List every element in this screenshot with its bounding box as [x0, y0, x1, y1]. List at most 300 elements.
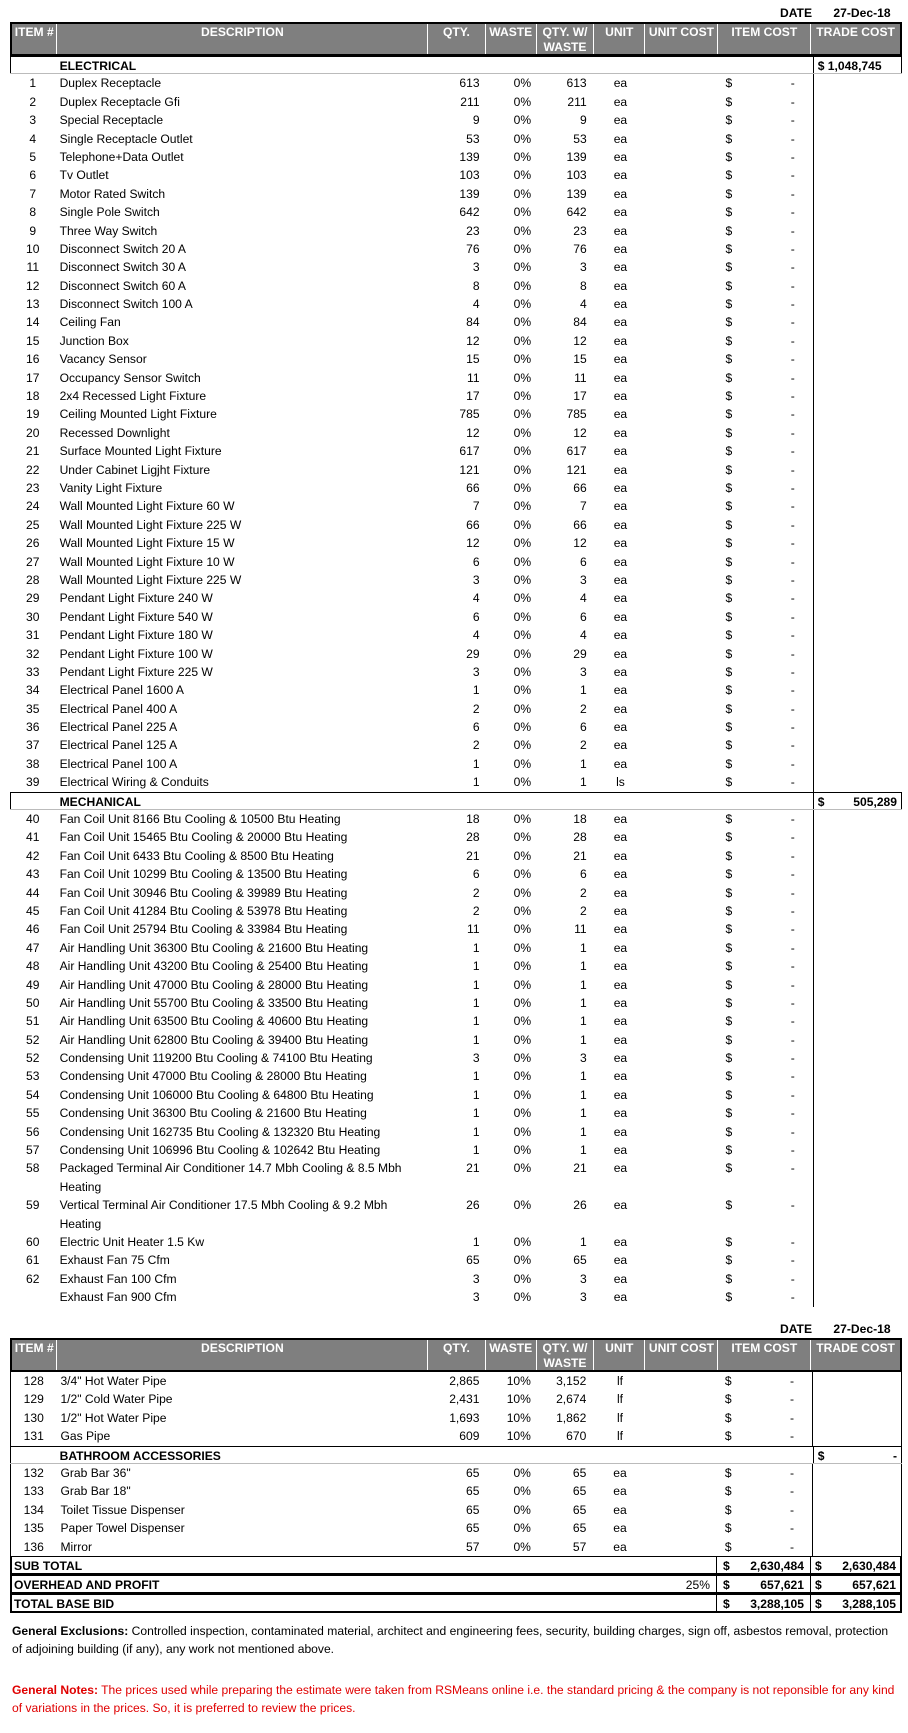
cell-item-cost [719, 166, 812, 184]
item-cost-value: - [790, 995, 795, 1010]
cell-qty: 2,865 [449, 1374, 480, 1388]
cell-item-cost [719, 1372, 812, 1390]
table-row [10, 976, 902, 994]
cell-item-cost [719, 755, 812, 773]
cell-qtyw: 21 [573, 848, 587, 863]
section-mechanical [10, 792, 902, 810]
cell-qtyw: 1 [579, 683, 587, 698]
cell-waste: 0% [513, 1161, 532, 1176]
cell-desc: Wall Mounted Light Fixture 225 W [59, 572, 242, 587]
cell-trade-cost [813, 553, 902, 571]
cell-unit-cost [646, 976, 719, 994]
table-row [10, 369, 902, 387]
header-waste: WASTE [486, 1340, 537, 1370]
cell-item: 47 [26, 940, 40, 955]
cell-waste: 0% [513, 1502, 531, 1517]
cell-desc: Wall Mounted Light Fixture 225 W [59, 517, 242, 532]
dollar-sign: $ [725, 922, 733, 937]
cell-qtyw: 6 [579, 867, 587, 882]
cell-trade-cost [813, 1086, 902, 1104]
cell-trade-cost [813, 718, 902, 736]
cell-qty: 65 [466, 1253, 480, 1268]
cell-trade-cost [812, 1482, 901, 1500]
item-cost-value: - [789, 1429, 795, 1444]
header-trade-cost: TRADE COST [816, 25, 895, 39]
cell-item: 30 [26, 609, 40, 624]
cell-qtyw: 617 [566, 444, 587, 459]
header-unit-cost: UNIT COST [645, 1340, 718, 1370]
cell-qtyw: 15 [573, 352, 587, 367]
cell-desc: Grab Bar 36" [60, 1465, 131, 1480]
cell-unit-cost [646, 1031, 719, 1049]
item-cost-value: - [790, 867, 795, 882]
dollar-sign: $ [725, 1161, 733, 1176]
cell-item: 28 [26, 572, 40, 587]
item-cost-value: - [790, 628, 795, 643]
cell-unit: ea [613, 1069, 628, 1084]
item-cost-value: - [790, 591, 795, 606]
cell-qtyw: 670 [566, 1429, 587, 1444]
cell-unit: ea [613, 701, 628, 716]
cell-qtyw: 65 [572, 1502, 587, 1517]
cell-item: 9 [29, 223, 37, 238]
cell-unit: ea [613, 517, 628, 532]
cell-waste: 0% [513, 554, 532, 569]
cell-item: 20 [26, 425, 40, 440]
header-unit-cost: UNIT COST [645, 24, 718, 54]
table-row [10, 773, 902, 791]
dollar-sign: $ [725, 848, 733, 863]
cell-unit: ea [613, 131, 628, 146]
cell-qty: 65 [466, 1465, 480, 1480]
cell-item-cost [719, 350, 812, 368]
cell-qty: 1 [472, 940, 480, 955]
cell-waste: 0% [513, 940, 532, 955]
cell-item-cost [719, 571, 812, 589]
table-row [10, 1519, 902, 1537]
cell-trade-cost [813, 626, 902, 644]
cell-qtyw: 4 [579, 628, 587, 643]
cell-item-cost [719, 1067, 812, 1085]
cell-unit-cost [646, 1067, 719, 1085]
header-waste: WASTE [486, 24, 537, 54]
cell-item: 54 [26, 1087, 40, 1102]
cell-item: 13 [26, 297, 40, 312]
cell-unit-cost [646, 240, 719, 258]
cell-trade-cost [813, 258, 902, 276]
dollar-sign: $ [725, 1143, 733, 1158]
cell-item-cost [719, 240, 812, 258]
item-cost-value: - [790, 278, 795, 293]
cell-item: 36 [26, 720, 40, 735]
cell-unit-cost [646, 1233, 719, 1251]
cell-desc: Condensing Unit 47000 Btu Cooling & 28000 Btu Heating [59, 1069, 367, 1084]
cell-item-cost [719, 1123, 812, 1141]
cell-item-cost [719, 258, 812, 276]
cell-unit-cost [646, 1288, 719, 1306]
cell-desc: Disconnect Switch 20 A [59, 241, 186, 256]
table-row [10, 1123, 902, 1141]
table-row [10, 1501, 902, 1519]
cell-item: 62 [26, 1271, 40, 1286]
cell-item: 60 [26, 1235, 40, 1250]
cell-trade-cost [813, 516, 902, 534]
dollar-sign: $ [725, 205, 733, 220]
item-cost-value: - [790, 1106, 795, 1121]
table-row [10, 1141, 902, 1159]
cell-unit: ea [613, 1032, 628, 1047]
cell-item: 1 [29, 76, 37, 91]
cell-qty: 6 [472, 609, 480, 624]
cell-waste: 0% [513, 241, 532, 256]
cell-qty: 4 [472, 591, 480, 606]
cell-item-cost [719, 645, 812, 663]
item-cost-value: - [789, 1484, 795, 1499]
cell-unit: ea [613, 1198, 628, 1213]
cell-trade-cost [813, 130, 902, 148]
cell-item-cost [719, 516, 812, 534]
cell-trade-cost [813, 1123, 902, 1141]
cell-trade-cost [813, 148, 902, 166]
cell-trade-cost [813, 755, 902, 773]
cell-unit-cost [646, 884, 719, 902]
cell-qtyw: 3 [579, 260, 587, 275]
cell-trade-cost [812, 1501, 901, 1519]
table-row [10, 865, 902, 883]
cell-item-cost [719, 1538, 812, 1556]
cell-item: 29 [26, 591, 40, 606]
cell-unit-cost [646, 1538, 719, 1556]
cell-item-cost [719, 1104, 812, 1122]
cell-unit-cost [646, 1159, 719, 1196]
cell-qtyw: 65 [572, 1521, 587, 1536]
cell-unit-cost [646, 1251, 719, 1269]
cell-item-cost [719, 1288, 812, 1306]
cell-item-cost [719, 957, 812, 975]
table-row [10, 1390, 902, 1408]
cell-desc: Air Handling Unit 43200 Btu Cooling & 25400 Btu Heating [59, 959, 369, 974]
cell-item: 132 [23, 1465, 44, 1480]
cell-item: 33 [26, 664, 40, 679]
cell-unit-cost [646, 1196, 719, 1233]
cell-qty: 1 [472, 1032, 480, 1047]
overhead-percent: 25% [685, 1577, 710, 1592]
cell-qtyw: 66 [573, 480, 587, 495]
cell-trade-cost [813, 828, 902, 846]
subtotal-label: SUB TOTAL [14, 1558, 83, 1573]
cell-trade-cost [812, 1464, 901, 1482]
cell-qtyw: 2 [579, 738, 587, 753]
cell-qty: 6 [472, 720, 480, 735]
cell-unit: ea [613, 1253, 628, 1268]
cell-unit-cost [646, 920, 719, 938]
cell-qty: 57 [466, 1539, 480, 1554]
cell-desc: Fan Coil Unit 25794 Btu Cooling & 33984 Btu Heating [59, 922, 348, 937]
cell-item: 5 [29, 149, 37, 164]
cell-qty: 65 [466, 1502, 480, 1517]
cell-qtyw: 211 [567, 94, 587, 109]
cell-unit: ea [613, 462, 628, 477]
table-row [10, 810, 902, 828]
table-row [10, 1086, 902, 1104]
table-row [10, 1270, 902, 1288]
date-row [10, 1322, 902, 1338]
cell-waste: 0% [513, 720, 532, 735]
cell-trade-cost [813, 111, 902, 129]
item-cost-value: - [790, 977, 795, 992]
cell-item-cost [719, 1390, 812, 1408]
table-row [10, 1012, 902, 1030]
cell-qty: 211 [460, 94, 480, 109]
subtotal-row [10, 1556, 902, 1575]
cell-waste: 10% [506, 1392, 531, 1407]
cell-waste: 0% [513, 499, 532, 514]
cell-unit-cost [646, 497, 719, 515]
cell-unit: ea [613, 646, 628, 661]
cell-qtyw: 76 [573, 241, 587, 256]
cell-qty: 1 [472, 683, 480, 698]
cell-unit-cost [646, 626, 719, 644]
cell-qtyw: 26 [573, 1198, 587, 1213]
cell-qty: 103 [459, 168, 480, 183]
cell-waste: 0% [513, 1521, 531, 1536]
table-row [10, 479, 902, 497]
cell-waste: 0% [513, 683, 532, 698]
section-title: ELECTRICAL [59, 59, 137, 73]
cell-trade-cost [812, 1427, 901, 1445]
dollar-sign: $ [725, 94, 733, 109]
cell-unit-cost [646, 1104, 719, 1122]
cell-item-cost [719, 387, 812, 405]
dollar-sign: $ [725, 1069, 733, 1084]
cell-trade-cost [812, 1409, 901, 1427]
cell-unit-cost [646, 313, 719, 331]
table-row [10, 1482, 902, 1500]
table-row [10, 957, 902, 975]
cell-unit-cost [646, 1049, 719, 1067]
cell-waste: 0% [513, 1465, 531, 1480]
table-row [10, 1538, 902, 1556]
cell-qty: 785 [459, 407, 480, 422]
cell-unit: ea [613, 683, 628, 698]
cell-unit: ea [613, 315, 628, 330]
header-item-cost: ITEM COST [718, 24, 811, 54]
cell-item-cost [719, 534, 812, 552]
cell-trade-cost [813, 589, 902, 607]
item-cost-value: - [790, 683, 795, 698]
dollar-sign: $ [725, 444, 733, 459]
cell-item-cost [719, 1409, 812, 1427]
cell-item-cost [719, 828, 812, 846]
total-item-cost: $ 3,288,105 [716, 1595, 810, 1611]
cell-item-cost [719, 332, 812, 350]
cell-qty: 1 [472, 995, 480, 1010]
cell-waste: 0% [513, 278, 532, 293]
cell-trade-cost [813, 534, 902, 552]
cell-qty: 66 [466, 517, 480, 532]
table-header [10, 1338, 902, 1372]
table-row [10, 1409, 902, 1427]
cell-trade-cost [813, 773, 902, 791]
cell-waste: 0% [513, 775, 532, 790]
dollar-sign: $ [725, 646, 733, 661]
cell-qty: 11 [467, 370, 480, 385]
item-cost-value: - [790, 959, 795, 974]
cell-unit-cost [646, 1123, 719, 1141]
cell-item-cost [719, 369, 812, 387]
cell-unit: ea [613, 1235, 628, 1250]
cell-item: 130 [23, 1410, 44, 1425]
cell-waste: 10% [506, 1374, 531, 1388]
table-row [10, 828, 902, 846]
cell-waste: 0% [513, 113, 532, 128]
cell-item-cost [719, 718, 812, 736]
item-cost-value: - [790, 885, 795, 900]
cell-unit-cost [646, 369, 719, 387]
item-cost-value: - [790, 370, 795, 385]
cell-trade-cost [813, 847, 902, 865]
dollar-sign: $ [725, 591, 733, 606]
cell-trade-cost [813, 571, 902, 589]
cell-unit: ea [613, 885, 628, 900]
dollar-sign: $ [725, 241, 733, 256]
cell-unit: ea [613, 554, 628, 569]
cell-desc: Condensing Unit 106000 Btu Cooling & 64800 Btu Heating [59, 1087, 374, 1102]
cell-unit: ea [613, 1271, 628, 1286]
cell-qty: 609 [459, 1429, 480, 1444]
cell-desc: 2x4 Recessed Light Fixture [59, 389, 207, 404]
cell-item: 18 [26, 389, 40, 404]
cell-qtyw: 84 [573, 315, 587, 330]
item-cost-value: - [790, 536, 795, 551]
item-cost-value: - [790, 241, 795, 256]
electrical-rows [10, 74, 902, 791]
cell-item-cost [719, 1501, 812, 1519]
item-cost-value: - [790, 1051, 795, 1066]
cell-waste: 0% [513, 1106, 532, 1121]
cell-unit: ea [613, 536, 628, 551]
cell-qtyw: 1 [579, 1014, 587, 1029]
cell-desc: Pendant Light Fixture 100 W [59, 646, 213, 661]
cell-waste: 10% [506, 1429, 531, 1444]
cell-item-cost [719, 1427, 812, 1445]
cell-unit: ea [613, 1087, 628, 1102]
item-cost-value: - [790, 499, 795, 514]
cell-item: 8 [29, 205, 37, 220]
cell-unit-cost [646, 810, 719, 828]
cell-waste: 0% [513, 333, 532, 348]
cell-qtyw: 1 [579, 1087, 587, 1102]
cell-unit-cost [646, 424, 719, 442]
cell-unit-cost [646, 1409, 719, 1427]
item-cost-value: - [790, 168, 795, 183]
table-row [10, 700, 902, 718]
cell-desc: Disconnect Switch 60 A [59, 278, 186, 293]
item-cost-value: - [790, 480, 795, 495]
cell-waste: 0% [513, 977, 532, 992]
cell-unit-cost [646, 74, 719, 92]
cell-desc: Telephone+Data Outlet [59, 149, 184, 164]
cell-unit-cost [646, 332, 719, 350]
cell-item: 53 [26, 1069, 40, 1084]
table-row [10, 681, 902, 699]
cell-item-cost [719, 1482, 812, 1500]
dollar-sign: $ [725, 1198, 733, 1213]
cell-qty: 9 [472, 113, 480, 128]
table-row [10, 553, 902, 571]
item-cost-value: - [790, 1198, 795, 1213]
cell-qty: 1 [472, 756, 480, 771]
cell-desc: Single Pole Switch [59, 205, 160, 220]
cell-qtyw: 4 [579, 297, 587, 312]
cell-qtyw: 4 [579, 591, 587, 606]
cell-item-cost [719, 405, 812, 423]
cell-desc: Air Handling Unit 63500 Btu Cooling & 40600 Btu Heating [59, 1014, 369, 1029]
cell-desc: Electrical Panel 100 A [59, 756, 178, 771]
dollar-sign: $ [725, 315, 733, 330]
cell-qtyw: 2,674 [556, 1392, 587, 1407]
cell-waste: 0% [513, 407, 532, 422]
item-cost-value: - [790, 1069, 795, 1084]
cell-item-cost [719, 1464, 812, 1482]
cell-trade-cost [813, 369, 902, 387]
cell-unit: ea [613, 444, 628, 459]
table-row [10, 736, 902, 754]
table-row [10, 258, 902, 276]
dollar-sign: $ [725, 867, 733, 882]
table-row [10, 350, 902, 368]
table-row [10, 1251, 902, 1269]
table-row [10, 387, 902, 405]
cell-waste: 0% [513, 959, 532, 974]
cell-item-cost [719, 1270, 812, 1288]
cell-trade-cost [813, 1104, 902, 1122]
header-qty-with-waste: QTY. W/ WASTE [537, 1340, 594, 1370]
cell-qty: 613 [459, 76, 480, 91]
item-cost-value: - [789, 1392, 795, 1407]
cell-item: 40 [26, 812, 40, 827]
item-cost-value: - [790, 609, 795, 624]
cell-unit: ea [613, 186, 628, 201]
item-cost-value: - [790, 664, 795, 679]
cell-unit: ea [613, 1465, 627, 1480]
notes-label: General Notes: [12, 1683, 99, 1697]
item-cost-value: - [789, 1374, 795, 1388]
cell-item: 26 [26, 536, 40, 551]
dollar-sign: $ [725, 407, 733, 422]
cell-qtyw: 785 [566, 407, 587, 422]
cell-unit-cost [646, 571, 719, 589]
dollar-sign: $ [817, 794, 825, 809]
cell-trade-cost [813, 277, 902, 295]
cell-desc: Recessed Downlight [59, 425, 170, 440]
cell-item-cost [719, 1086, 812, 1104]
cell-unit: ea [613, 168, 628, 183]
cell-unit: ea [613, 591, 628, 606]
cell-item: 31 [26, 628, 40, 643]
table-row [10, 295, 902, 313]
table-row [10, 1427, 902, 1445]
header-qty-with-waste: QTY. W/ WASTE [537, 24, 594, 54]
dollar-sign: $ [725, 113, 733, 128]
cell-qty: 4 [472, 628, 480, 643]
table-row [10, 1049, 902, 1067]
cell-unit: ea [613, 241, 628, 256]
cell-trade-cost [813, 479, 902, 497]
cell-qtyw: 613 [566, 76, 587, 91]
table-row [10, 1067, 902, 1085]
dollar-sign: $ [724, 1392, 732, 1407]
